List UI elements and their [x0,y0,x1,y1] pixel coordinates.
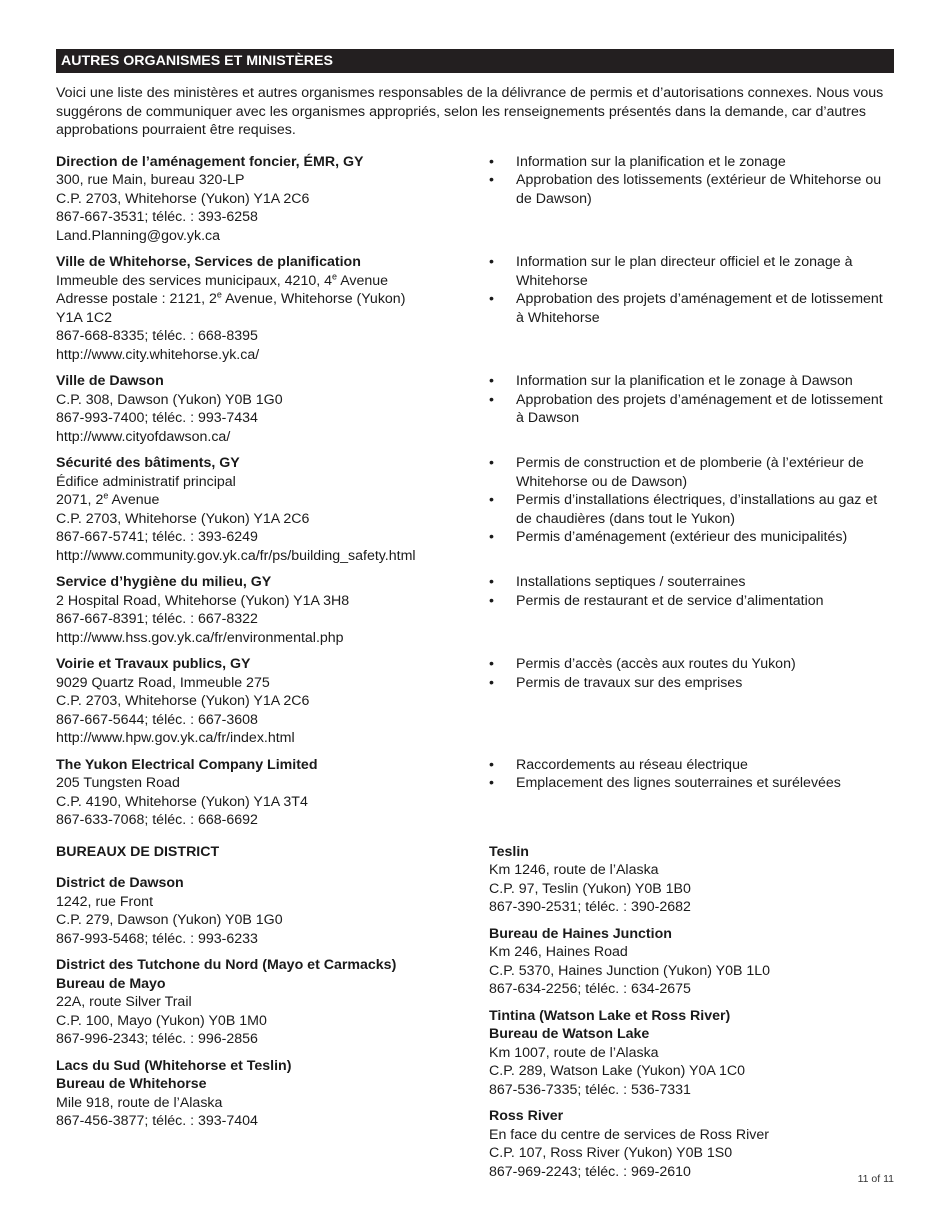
district-office-detail: 867-969-2243; téléc. : 969-2610 [489,1163,691,1180]
organization-detail: C.P. 2703, Whitehorse (Yukon) Y1A 2C6 [56,190,310,207]
organization-contact [56,655,489,748]
section-header: AUTRES ORGANISMES ET MINISTÈRES [56,49,894,73]
service-item: • Permis d’installations électriques, d’installations au gaz et de chaudières (dans tout le Yukon) [489,491,894,528]
district-office-title: Teslin [489,843,529,860]
organization-contact [56,372,489,446]
organization-name: Sécurité des bâtiments, GY [56,455,240,471]
organization-name: Service d’hygiène du milieu, GY [56,574,272,590]
organization-name: Ville de Whitehorse, Services de planification [56,254,361,270]
district-heading: BUREAUX DE DISTRICT [56,843,220,860]
organization-detail: 867-668-8335; téléc. : 668-8395 [56,328,258,344]
organization-detail: C.P. 2703, Whitehorse (Yukon) Y1A 2C6 [56,693,310,709]
service-item: • Approbation des lotissements (extérieur de Whitehorse ou de Dawson) [489,171,894,208]
district-office [56,874,489,948]
organization-contact [56,253,489,364]
district-office-detail: C.P. 5370, Haines Junction (Yukon) Y0B 1L0 [489,962,771,979]
service-item: • Emplacement des lignes souterraines et surélevées [489,774,894,793]
district-office-detail: C.P. 279, Dawson (Yukon) Y0B 1G0 [56,912,283,928]
service-item: • Approbation des projets d’aménagement et de lotissement à Dawson [489,391,894,428]
district-office-detail: Km 1007, route de l’Alaska [489,1044,659,1061]
service-item: • Approbation des projets d’aménagement et de lotissement à Whitehorse [489,290,894,327]
organization-contact [56,573,489,647]
district-office [489,1107,894,1181]
organization-detail: 867-667-8391; téléc. : 667-8322 [56,611,258,627]
organization-row [56,372,894,446]
intro-paragraph: Voici une liste des ministères et autres organismes responsables de la délivrance de permis et d’autorisations connexes. Nous vous suggérons de communiquer avec les organismes appropriés, selon les renseignements présentés dans la demande, car d’autres approbations pourraient être requises. [56,85,884,138]
organization-detail: 867-633-7068; téléc. : 668-6692 [56,812,258,828]
services-list [489,253,894,327]
district-office-title: Tintina (Watson Lake et Ross River) [489,1007,731,1024]
organization-row [56,454,894,565]
district-office-title: Bureau de Whitehorse [56,1076,207,1092]
service-item: • Permis de construction et de plomberie (à l’extérieur de Whitehorse ou de Dawson) [489,454,894,491]
organization-detail: 9029 Quartz Road, Immeuble 275 [56,674,270,691]
organization-link[interactable]: http://www.hpw.gov.yk.ca/fr/index.html [56,730,295,746]
district-office-detail: 867-634-2256; téléc. : 634-2675 [489,981,691,997]
service-item: • Information sur la planification et le zonage à Dawson [489,372,894,391]
district-office-detail: 22A, route Silver Trail [56,994,192,1010]
organization-detail: 2 Hospital Road, Whitehorse (Yukon) Y1A 3H8 [56,592,350,609]
service-item: • Permis de travaux sur des emprises [489,674,894,693]
organization-row [56,153,894,246]
district-office [56,956,489,1049]
service-item: • Information sur la planification et le zonage [489,153,894,172]
organization-detail: C.P. 308, Dawson (Yukon) Y0B 1G0 [56,391,283,408]
district-office-detail: C.P. 97, Teslin (Yukon) Y0B 1B0 [489,880,691,897]
services-list [489,454,894,547]
organization-detail: C.P. 4190, Whitehorse (Yukon) Y1A 3T4 [56,793,308,810]
organization-detail: 300, rue Main, bureau 320-LP [56,172,245,188]
organization-name: Ville de Dawson [56,373,164,389]
service-item: • Permis d’accès (accès aux routes du Yukon) [489,655,894,674]
district-office-detail: C.P. 289, Watson Lake (Yukon) Y0A 1C0 [489,1063,746,1079]
organization-detail: 205 Tungsten Road [56,775,180,791]
district-office [489,1007,894,1100]
organization-detail: 867-667-5741; téléc. : 393-6249 [56,529,258,545]
page-number: 11 of 11 [857,1173,894,1185]
district-office-detail: C.P. 100, Mayo (Yukon) Y0B 1M0 [56,1012,267,1029]
district-office [489,843,894,917]
organization-name: Direction de l’aménagement foncier, ÉMR, GY [56,153,364,170]
services-list [489,655,894,692]
document-page [56,49,894,1181]
district-office-title: Bureau de Mayo [56,975,166,992]
service-item: • Permis d’aménagement (extérieur des municipalités) [489,528,894,547]
organization-detail: C.P. 2703, Whitehorse (Yukon) Y1A 2C6 [56,510,310,527]
services-list [489,573,894,610]
district-office-detail: Km 1246, route de l’Alaska [489,862,659,878]
district-office [56,1057,489,1131]
district-office-detail: 867-536-7335; téléc. : 536-7331 [489,1081,691,1098]
organization-contact [56,153,489,246]
organization-link[interactable]: http://www.city.whitehorse.yk.ca/ [56,346,260,363]
organization-detail: Adresse postale : 2121, 2e Avenue, Whitehorse (Yukon) [56,289,406,307]
district-office-title: Ross River [489,1108,564,1124]
district-office-detail: C.P. 107, Ross River (Yukon) Y0B 1S0 [489,1145,733,1161]
organization-row [56,756,894,830]
district-column-right [489,843,894,1182]
organization-row [56,253,894,364]
district-office-detail: 1242, rue Front [56,893,154,910]
organization-detail: Édifice administratif principal [56,473,236,490]
organization-row [56,655,894,748]
organization-detail: Immeuble des services municipaux, 4210, 4e Avenue [56,270,389,289]
organization-detail: 2071, 2e Avenue [56,490,160,508]
service-item: • Information sur le plan directeur officiel et le zonage à Whitehorse [489,253,894,290]
organization-list [56,153,894,830]
organization-contact [56,454,489,565]
organization-detail: Y1A 1C2 [56,309,113,326]
district-office-title: Bureau de Watson Lake [489,1026,650,1042]
district-office-detail: Km 246, Haines Road [489,944,628,960]
district-office-title: Bureau de Haines Junction [489,925,672,942]
organization-link[interactable]: http://www.cityofdawson.ca/ [56,428,231,445]
district-office-detail: 867-456-3877; téléc. : 393-7404 [56,1113,258,1129]
organization-detail: 867-667-5644; téléc. : 667-3608 [56,711,258,728]
organization-name: The Yukon Electrical Company Limited [56,756,318,773]
district-office-title: District de Dawson [56,875,184,891]
organization-row [56,573,894,647]
district-offices [56,843,894,1182]
service-item: • Installations septiques / souterraines [489,573,894,592]
organization-link[interactable]: Land.Planning@gov.yk.ca [56,227,221,244]
district-office-detail: 867-390-2531; téléc. : 390-2682 [489,899,691,915]
services-list [489,153,894,209]
district-office [489,925,894,999]
organization-detail: 867-993-7400; téléc. : 993-7434 [56,410,258,426]
organization-link[interactable]: http://www.community.gov.yk.ca/fr/ps/building_safety.html [56,547,416,564]
service-item: • Permis de restaurant et de service d’alimentation [489,592,894,611]
organization-link[interactable]: http://www.hss.gov.yk.ca/fr/environmental.php [56,629,344,646]
district-office-title: Lacs du Sud (Whitehorse et Teslin) [56,1057,292,1074]
organization-contact [56,756,489,830]
service-item: • Raccordements au réseau électrique [489,756,894,775]
district-office-detail: 867-993-5468; téléc. : 993-6233 [56,930,258,947]
services-list [489,372,894,428]
services-list [489,756,894,793]
district-office-detail: 867-996-2343; téléc. : 996-2856 [56,1031,258,1047]
organization-detail: 867-667-3531; téléc. : 393-6258 [56,209,258,225]
district-column-left [56,843,489,1182]
district-office-title: District des Tutchone du Nord (Mayo et Carmacks) [56,957,397,973]
district-office-detail: Mile 918, route de l’Alaska [56,1094,223,1111]
organization-name: Voirie et Travaux publics, GY [56,656,251,672]
district-office-detail: En face du centre de services de Ross River [489,1126,769,1143]
